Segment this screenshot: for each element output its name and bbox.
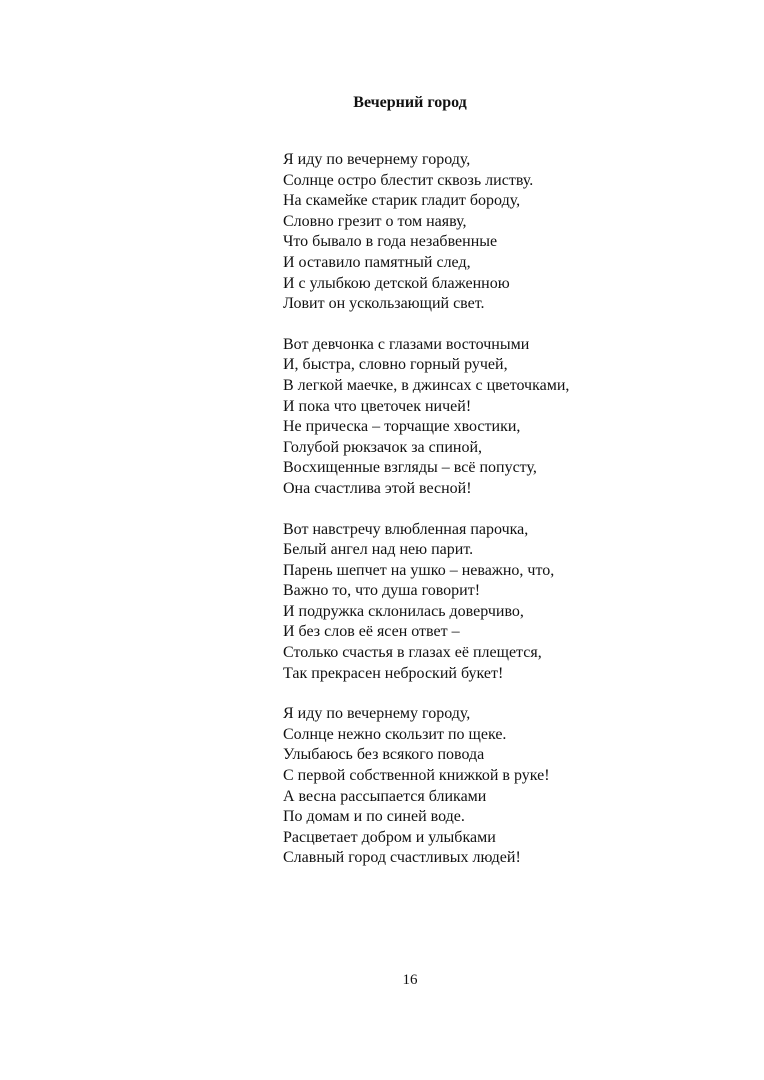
poem-line: Столько счастья в глазах её плещется, bbox=[283, 644, 542, 662]
poem-line: Восхищенные взгляды – всё попусту, bbox=[283, 459, 537, 477]
poem-line: Солнце нежно скользит по щеке. bbox=[283, 725, 507, 743]
poem-line: Белый ангел над нею парит. bbox=[283, 541, 474, 559]
stanza-1 bbox=[283, 150, 723, 315]
poem-line: И оставило памятный след, bbox=[283, 253, 471, 271]
poem-line: Вот навстречу влюбленная парочка, bbox=[283, 520, 529, 538]
poem-line: Она счастлива этой весной! bbox=[283, 479, 472, 497]
poem-line: С первой собственной книжкой в руке! bbox=[283, 767, 550, 785]
poem-line: Не прическа – торчащие хвостики, bbox=[283, 418, 521, 436]
stanza-2 bbox=[283, 335, 723, 500]
poem-line: Ловит он ускользающий свет. bbox=[283, 295, 485, 313]
stanza-3 bbox=[283, 520, 723, 685]
poem-body bbox=[283, 150, 723, 889]
page-number: 16 bbox=[402, 972, 418, 988]
poem-line: И без слов её ясен ответ – bbox=[283, 623, 460, 641]
poem-line: Солнце остро блестит сквозь листву. bbox=[283, 171, 534, 189]
poem-line: И с улыбкою детской блаженною bbox=[283, 274, 510, 292]
poem-line: Голубой рюкзачок за спиной, bbox=[283, 438, 482, 456]
poem-line: Вот девчонка с глазами восточными bbox=[283, 335, 530, 353]
poem-line: Парень шепчет на ушко – неважно, что, bbox=[283, 561, 555, 579]
poem-line: И пока что цветочек ничей! bbox=[283, 397, 472, 415]
poem-line: Важно то, что душа говорит! bbox=[283, 582, 481, 600]
poem-line: А весна рассыпается бликами bbox=[283, 787, 487, 805]
poem-line: И подружка склонилась доверчиво, bbox=[283, 602, 524, 620]
poem-line: И, быстра, словно горный ручей, bbox=[283, 356, 508, 374]
poem-line: Славный город счастливых людей! bbox=[283, 849, 521, 867]
poem-line: Так прекрасен неброский букет! bbox=[283, 664, 504, 682]
poem-line: Улыбаюсь без всякого повода bbox=[283, 746, 485, 764]
stanza-4 bbox=[283, 704, 723, 869]
poem-line: Словно грезит о том наяву, bbox=[283, 212, 467, 230]
poem-line: В легкой маечке, в джинсах с цветочками, bbox=[283, 376, 570, 394]
poem-line: Я иду по вечернему городу, bbox=[283, 705, 471, 723]
poem-line: Что бывало в года незабвенные bbox=[283, 233, 498, 251]
poem-line: На скамейке старик гладит бороду, bbox=[283, 192, 521, 210]
poem-line: Расцветает добром и улыбками bbox=[283, 828, 496, 846]
poem-title: Вечерний город bbox=[353, 94, 467, 111]
poem-line: По домам и по синей воде. bbox=[283, 808, 465, 826]
poem-line: Я иду по вечернему городу, bbox=[283, 151, 471, 168]
